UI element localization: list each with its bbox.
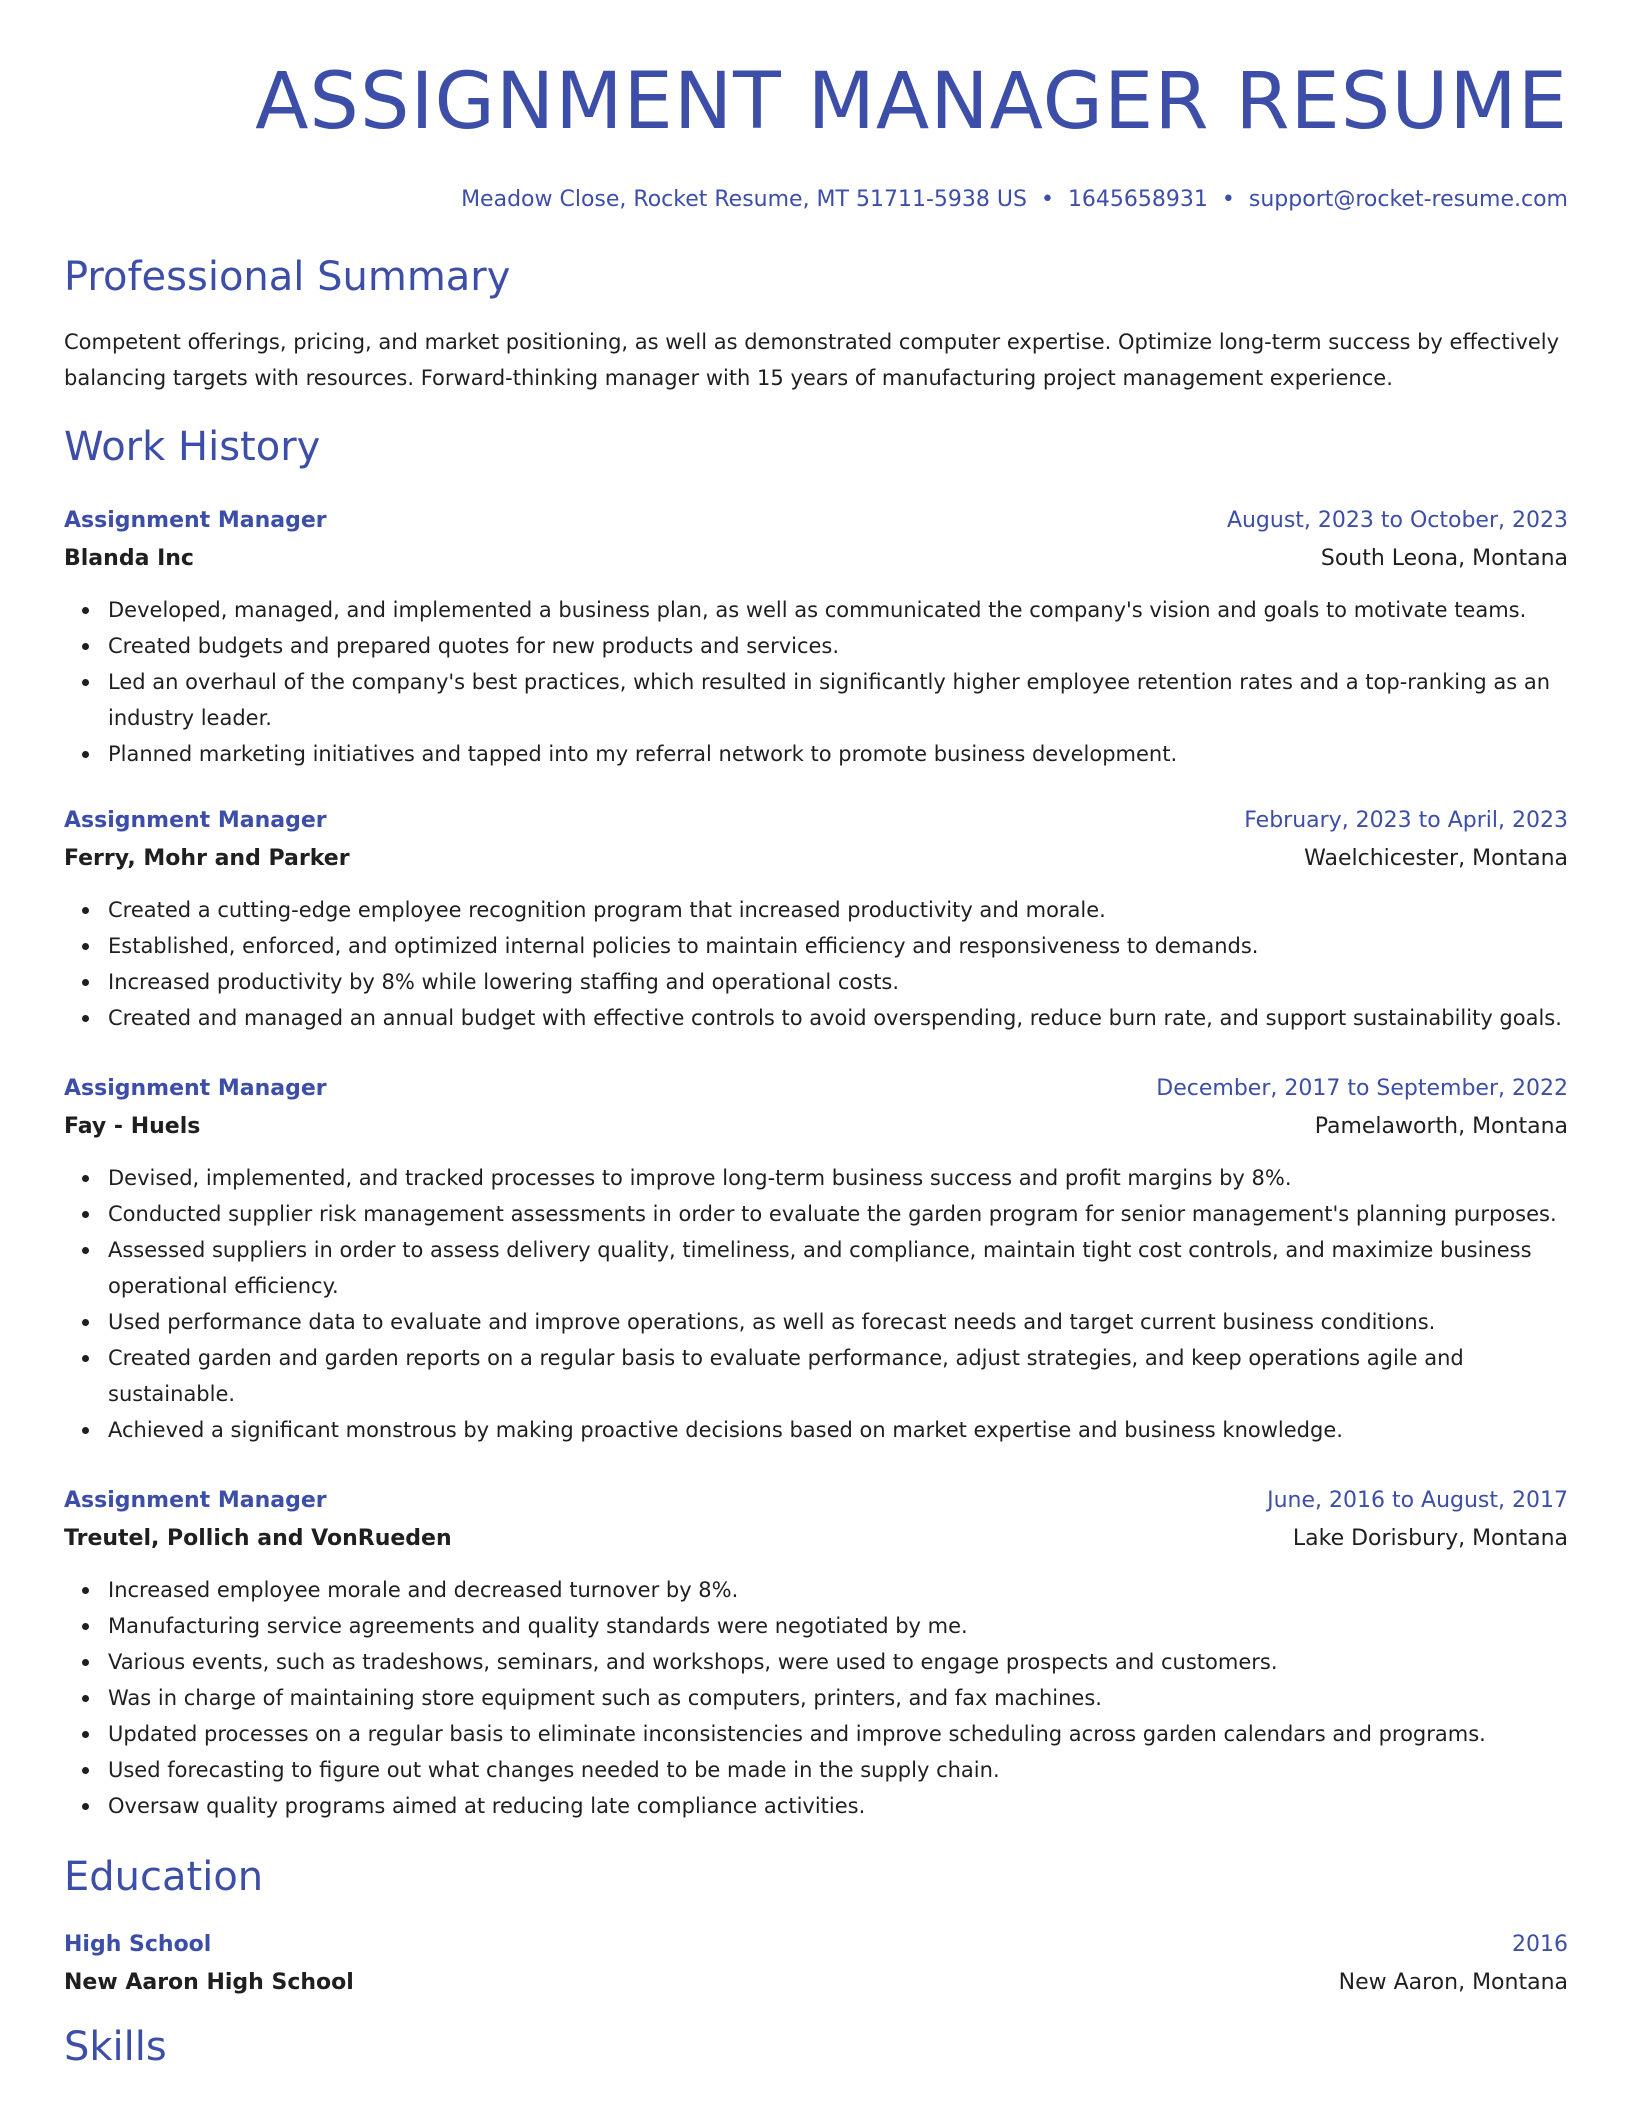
job-bullet: Was in charge of maintaining store equipment such as computers, printers, and fax machines. bbox=[108, 1680, 1568, 1716]
job-bullet: Updated processes on a regular basis to eliminate inconsistencies and improve scheduling across garden calendars and programs. bbox=[108, 1716, 1568, 1752]
job-dates: December, 2017 to September, 2022 bbox=[1156, 1076, 1568, 1101]
job-entry bbox=[64, 502, 1568, 772]
education-year: 2016 bbox=[1512, 1932, 1568, 1957]
summary-text: Competent offerings, pricing, and market positioning, as well as demonstrated computer expertise. Optimize long-term success by effectively balancing targets with resources. Forward-thinking manager with 15 years of manufacturing project management experience. bbox=[64, 330, 1560, 390]
job-bullet: Manufacturing service agreements and quality standards were negotiated by me. bbox=[108, 1608, 1568, 1644]
job-bullet: Various events, such as tradeshows, seminars, and workshops, were used to engage prospects and customers. bbox=[108, 1644, 1568, 1680]
contact-address: Meadow Close, Rocket Resume, MT 51711-5938 US bbox=[461, 187, 1027, 212]
job-entry bbox=[64, 802, 1568, 1036]
job-company: Ferry, Mohr and Parker bbox=[64, 846, 350, 871]
job-bullet: Developed, managed, and implemented a business plan, as well as communicated the company's vision and goals to motivate teams. bbox=[108, 592, 1568, 628]
job-bullet: Created and managed an annual budget with effective controls to avoid overspending, reduce burn rate, and support sustainability goals. bbox=[108, 1000, 1568, 1036]
job-role: Assignment Manager bbox=[64, 508, 327, 533]
contact-separator: • bbox=[1221, 187, 1235, 212]
job-dates: February, 2023 to April, 2023 bbox=[1244, 808, 1568, 833]
job-bullet: Planned marketing initiatives and tapped into my referral network to promote business development. bbox=[108, 736, 1568, 772]
job-bullets bbox=[64, 1572, 1568, 1824]
contact-phone: 1645658931 bbox=[1067, 187, 1208, 212]
job-company: Blanda Inc bbox=[64, 546, 194, 571]
job-company-row bbox=[64, 540, 1568, 578]
job-bullet: Increased employee morale and decreased turnover by 8%. bbox=[108, 1572, 1568, 1608]
resume-title: ASSIGNMENT MANAGER RESUME bbox=[255, 57, 1568, 147]
education-school-row bbox=[64, 1964, 1568, 2002]
job-bullet: Established, enforced, and optimized internal policies to maintain efficiency and responsiveness to demands. bbox=[108, 928, 1568, 964]
education-entry bbox=[64, 1926, 1568, 2002]
job-header-row bbox=[64, 502, 1568, 540]
job-location: Pamelaworth, Montana bbox=[1314, 1114, 1568, 1139]
job-bullet: Oversaw quality programs aimed at reducing late compliance activities. bbox=[108, 1788, 1568, 1824]
job-header-row bbox=[64, 802, 1568, 840]
job-bullet: Created budgets and prepared quotes for new products and services. bbox=[108, 628, 1568, 664]
job-bullet: Used performance data to evaluate and improve operations, as well as forecast needs and target current business conditions. bbox=[108, 1304, 1568, 1340]
education-degree: High School bbox=[64, 1932, 212, 1957]
section-title-work: Work History bbox=[64, 424, 321, 470]
job-entry bbox=[64, 1070, 1568, 1448]
job-bullet: Created garden and garden reports on a regular basis to evaluate performance, adjust strategies, and keep operations agile and sustainable. bbox=[108, 1340, 1568, 1412]
contact-line bbox=[64, 184, 1568, 216]
contact-separator: • bbox=[1040, 187, 1054, 212]
professional-summary-section bbox=[64, 252, 1568, 396]
job-bullet: Created a cutting-edge employee recognition program that increased productivity and morale. bbox=[108, 892, 1568, 928]
job-location: Lake Dorisbury, Montana bbox=[1292, 1526, 1568, 1551]
job-company-row bbox=[64, 840, 1568, 878]
job-role: Assignment Manager bbox=[64, 1488, 327, 1513]
education-school: New Aaron High School bbox=[64, 1970, 354, 1995]
job-company-row bbox=[64, 1108, 1568, 1146]
job-company-row bbox=[64, 1520, 1568, 1558]
skills-section bbox=[64, 2022, 1568, 2072]
job-header-row bbox=[64, 1070, 1568, 1108]
job-company: Treutel, Pollich and VonRueden bbox=[64, 1526, 452, 1551]
contact-email[interactable]: support@rocket-resume.com bbox=[1248, 187, 1568, 212]
section-title-summary: Professional Summary bbox=[64, 254, 511, 300]
education-location: New Aaron, Montana bbox=[1338, 1970, 1568, 1995]
resume-header bbox=[64, 0, 1568, 216]
job-role: Assignment Manager bbox=[64, 1076, 327, 1101]
job-bullets bbox=[64, 592, 1568, 772]
job-bullet: Achieved a significant monstrous by making proactive decisions based on market expertise and business knowledge. bbox=[108, 1412, 1568, 1448]
job-location: South Leona, Montana bbox=[1320, 546, 1568, 571]
job-bullet: Used forecasting to figure out what changes needed to be made in the supply chain. bbox=[108, 1752, 1568, 1788]
job-bullets bbox=[64, 1160, 1568, 1448]
job-location: Waelchicester, Montana bbox=[1304, 846, 1568, 871]
job-role: Assignment Manager bbox=[64, 808, 327, 833]
job-bullet: Devised, implemented, and tracked processes to improve long-term business success and profit margins by 8%. bbox=[108, 1160, 1568, 1196]
section-title-education: Education bbox=[64, 1854, 264, 1900]
job-dates: August, 2023 to October, 2023 bbox=[1226, 508, 1568, 533]
job-company: Fay - Huels bbox=[64, 1114, 201, 1139]
job-header-row bbox=[64, 1482, 1568, 1520]
job-bullet: Led an overhaul of the company's best practices, which resulted in significantly higher employee retention rates and a top-ranking as an industry leader. bbox=[108, 664, 1568, 736]
job-bullet: Assessed suppliers in order to assess delivery quality, timeliness, and compliance, maintain tight cost controls, and maximize business operational efficiency. bbox=[108, 1232, 1568, 1304]
education-section bbox=[64, 1852, 1568, 2002]
section-title-skills: Skills bbox=[64, 2024, 167, 2070]
job-dates: June, 2016 to August, 2017 bbox=[1267, 1488, 1568, 1513]
work-history-section bbox=[64, 422, 1568, 1824]
job-bullet: Conducted supplier risk management assessments in order to evaluate the garden program for senior management's planning purposes. bbox=[108, 1196, 1568, 1232]
job-bullets bbox=[64, 892, 1568, 1036]
job-bullet: Increased productivity by 8% while lowering staffing and operational costs. bbox=[108, 964, 1568, 1000]
job-entry bbox=[64, 1482, 1568, 1824]
education-header-row bbox=[64, 1926, 1568, 1964]
